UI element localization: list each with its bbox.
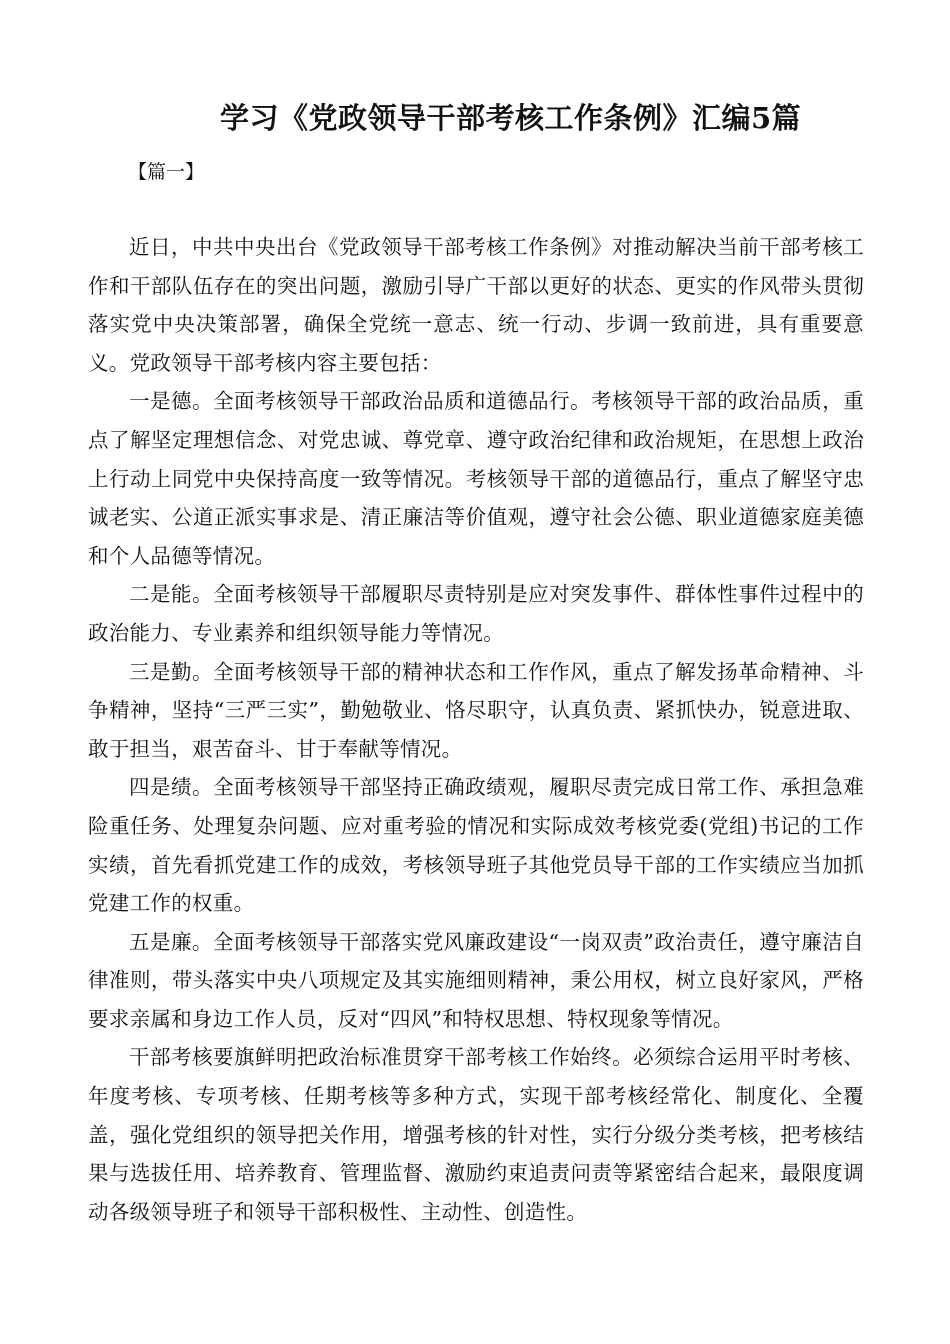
paragraph: 四是绩。全面考核领导干部坚持正确政绩观，履职尽责完成日常工作、承担急难险重任务、处理复杂问题、应对重考验的情况和实际成效考核党委(党组)书记的工作实绩，首先看抓党建工作的成效，考核领导班子其他党员导干部的工作实绩应当加抓党建工作的权重。 — [88, 775, 864, 916]
document-title: 学习《党政领导干部考核工作条例》汇编5篇 — [220, 101, 802, 135]
paragraph: 一是德。全面考核领导干部政治品质和道德品行。考核领导干部的政治品质，重点了解坚定理想信念、对党忠诚、尊党章、遵守政治纪律和政治规矩，在思想上政治上行动上同党中央保持高度一致等情况。考核领导干部的道德品行，重点了解坚守忠诚老实、公道正派实事求是、清正廉洁等价值观，遵守社会公德、职业道德家庭美德和个人品德等情况。 — [88, 389, 864, 568]
document-body — [88, 228, 864, 1231]
paragraph: 三是勤。全面考核领导干部的精神状态和工作作风，重点了解发扬革命精神、斗争精神，坚持“三严三实”，勤勉敬业、恪尽职守，认真负责、紧抓快办，锐意进取、敢于担当，艰苦奋斗、甘于奉献等情况。 — [88, 659, 864, 761]
paragraph: 近日，中共中央出台《党政领导干部考核工作条例》对推动解决当前干部考核工作和干部队伍存在的突出问题，激励引导广干部以更好的状态、更实的作风带头贯彻落实党中央决策部署，确保全党统一意志、统一行动、步调一致前进，具有重要意义。党政领导干部考核内容主要包括： — [88, 235, 864, 375]
paragraph: 干部考核要旗鲜明把政治标准贯穿干部考核工作始终。必须综合运用平时考核、年度考核、专项考核、任期考核等多种方式，实现干部考核经常化、制度化、全覆盖，强化党组织的领导把关作用，增强考核的针对性，实行分级分类考核，把考核结果与选拔任用、培养教育、管理监督、激励约束追责问责等紧密结合起来，最限度调动各级领导班子和领导干部积极性、主动性、创造性。 — [88, 1045, 864, 1224]
paragraph: 五是廉。全面考核领导干部落实党风廉政建设“一岗双责”政治责任，遵守廉洁自律准则，带头落实中央八项规定及其实施细则精神，秉公用权，树立良好家风，严格要求亲属和身边工作人员，反对“四风”和特权思想、特权现象等情况。 — [88, 929, 864, 1031]
paragraph: 二是能。全面考核领导干部履职尽责特别是应对突发事件、群体性事件过程中的政治能力、专业素养和组织领导能力等情况。 — [88, 582, 864, 645]
section-label: 【篇一】 — [128, 161, 205, 183]
